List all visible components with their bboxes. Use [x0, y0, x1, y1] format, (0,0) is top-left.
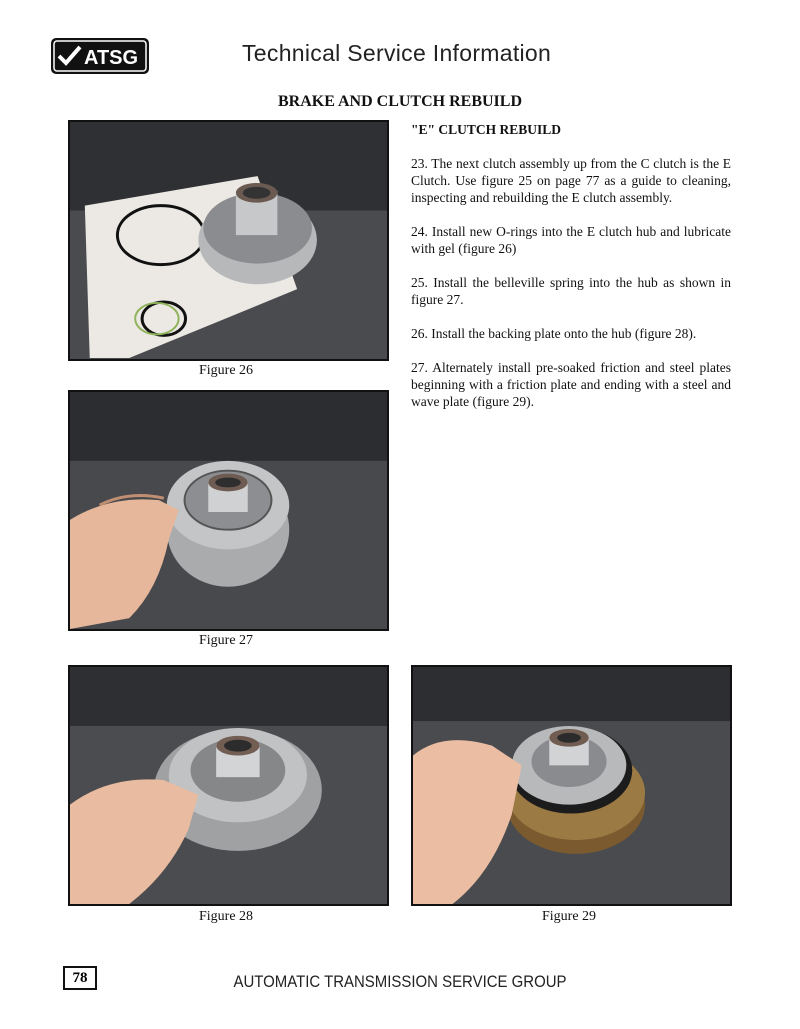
atsg-logo: [50, 37, 150, 75]
logo-text: ATSG: [84, 47, 139, 69]
footer-org: AUTOMATIC TRANSMISSION SERVICE GROUP: [233, 972, 567, 991]
page-number: 78: [63, 966, 97, 990]
subheading: "E" CLUTCH REBUILD: [411, 122, 562, 137]
figure-29-photo: [411, 665, 732, 906]
figure-29-caption: Figure 29: [542, 909, 597, 924]
section-title: BRAKE AND CLUTCH REBUILD: [277, 93, 523, 110]
instructions-column: [411, 121, 731, 427]
figure-27-photo: [68, 390, 389, 631]
figure-26-caption: Figure 26: [199, 363, 254, 378]
step-26: 26. Install the backing plate onto the hub (figure 28).: [411, 326, 697, 341]
page-header-title: Technical Service Information: [242, 40, 552, 66]
figure-28-photo: [68, 665, 389, 906]
step-23: 23. The next clutch assembly up from the C clutch is the E Clutch. Use figure 25 on page 77 as a guide to cleaning, inspecting and rebuilding the E clutch assembly.: [411, 156, 731, 205]
step-27: 27. Alternately install pre-soaked friction and steel plates beginning with a friction plate and ending with a steel and wave plate (figure 29).: [411, 360, 731, 409]
figure-28-caption: Figure 28: [199, 909, 254, 924]
step-24: 24. Install new O-rings into the E clutch hub and lubricate with gel (figure 26): [411, 224, 731, 256]
figure-26-photo: [68, 120, 389, 361]
step-25: 25. Install the belleville spring into the hub as shown in figure 27.: [411, 275, 731, 307]
figure-27-caption: Figure 27: [199, 633, 254, 648]
